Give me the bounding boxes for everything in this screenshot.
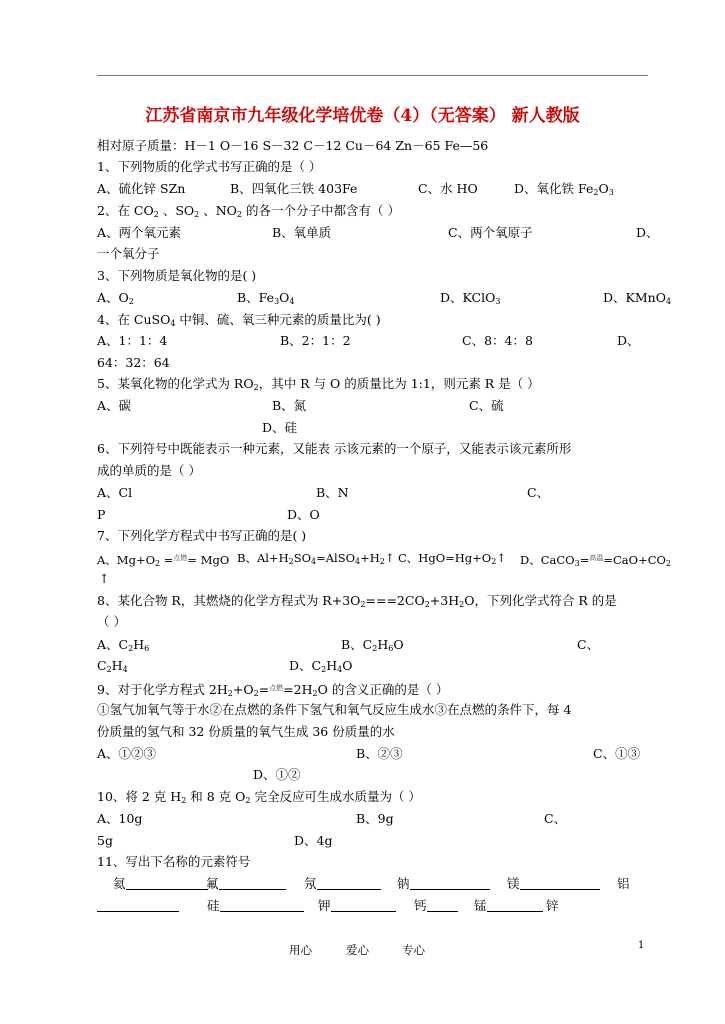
header-rule — [97, 75, 648, 76]
q3-stem: 3、下列物质是氧化物的是( ) — [97, 268, 257, 283]
q7-option-d-arrow: ↑ — [99, 571, 110, 586]
q8-option-a: A、$C_2H_6$ — [97, 637, 150, 653]
q5-option-c: C、硫 — [469, 398, 504, 413]
q11-element-9: 钙 — [414, 898, 458, 914]
q7-stem: 7、下列化学方程式中书写正确的是( ) — [97, 528, 307, 543]
answer-blank[interactable] — [520, 876, 600, 890]
q2-stem: 2、在 $CO_2$ 、$SO_2$ 、$NO_2$ 的各一个分子中都含有（ ） — [97, 203, 400, 219]
q5-option-a: A、碳 — [97, 398, 132, 413]
q10-option-d: D、4g — [294, 833, 333, 848]
q2-option-c: C、两个氧原子 — [448, 225, 533, 240]
q6-stem-line1: 6、下列符号中既能表示一种元素，又能表 示该元素的一个原子，又能表示该元素所形 — [97, 441, 572, 456]
q8-option-b: B、$C_2H_6O$ — [341, 637, 404, 653]
answer-blank[interactable] — [97, 898, 179, 912]
q7-option-c: C、$HgO=Hg+O_2↑$ — [398, 551, 506, 566]
footer-text-3: 专心 — [402, 943, 425, 957]
q8-stem: 8、某化合物 R，其燃烧的化学方程式为 $R+3O_2===2CO_2+3H_2O$，下列化学式符合 R 的是 — [97, 593, 617, 609]
q10-option-b: B、9g — [356, 811, 394, 826]
atomic-masses: 相对原子质量：H－1 O－16 S－32 C－12 Cu－64 Zn－65 Fe—56 — [97, 138, 489, 153]
q4-option-d-text: 64：32：64 — [97, 355, 170, 370]
q1-option-b: B、四氧化三铁 403Fe — [230, 181, 358, 196]
q3-option-b: B、$Fe_3O_4$ — [237, 290, 295, 306]
answer-blank[interactable] — [220, 898, 304, 912]
q7-option-d: D、$CaCO_3=^{高温}=CaO+CO_2$ — [520, 553, 672, 568]
q6-option-b: B、N — [316, 485, 349, 500]
q11-element-6: 铝 — [617, 876, 630, 891]
q10-option-c: C、 — [544, 811, 567, 826]
answer-blank[interactable] — [219, 876, 286, 890]
q11-element-5: 镁 — [507, 876, 600, 892]
q2-option-b: B、氧单质 — [272, 225, 332, 240]
answer-blank[interactable] — [317, 876, 381, 890]
q4-option-a: A、1：1：4 — [97, 333, 168, 348]
q7-option-a: A、$Mg+O_2 =^{点燃}=$ MgO — [97, 553, 230, 568]
q1-stem: 1、下列物质的化学式书写正确的是（ ） — [97, 159, 322, 174]
q3-option-a: A、$O_2$ — [97, 290, 134, 306]
q6-option-c: C、 — [527, 485, 550, 500]
q4-option-d: D、 — [617, 333, 640, 348]
q11-element-6-blank — [97, 898, 179, 914]
q8-option-d: D、$C_2H_4O$ — [289, 658, 353, 674]
answer-blank[interactable] — [427, 898, 458, 912]
footer-text-1: 用心 — [289, 943, 312, 957]
q9-statements-line1: ①氢气加氧气等于水②在点燃的条件下氢气和氧气反应生成水③在点燃的条件下，每 4 — [97, 702, 572, 717]
q11-element-7: 硅 — [207, 898, 304, 914]
q5-option-b: B、氮 — [272, 398, 307, 413]
q3-option-c: D、KClO$_3$ — [440, 290, 501, 306]
q8-option-c-formula: $C_2H_4$ — [97, 658, 128, 674]
q8-option-c: C、 — [577, 637, 600, 652]
q11-element-4: 钠 — [397, 876, 490, 892]
q9-option-b: B、②③ — [356, 746, 403, 761]
q9-statements-line2: 份质量的氢气和 32 份质量的氧气生成 36 份质量的水 — [97, 724, 395, 739]
q8-answer-paren: （ ） — [97, 614, 126, 629]
q9-option-a: A、①②③ — [97, 746, 157, 761]
q11-element-2: 氟 — [206, 876, 286, 892]
q6-option-d: D、O — [287, 507, 320, 522]
q10-option-a: A、10g — [97, 811, 143, 826]
page-number: 1 — [638, 940, 645, 951]
answer-blank[interactable] — [126, 876, 208, 890]
footer-text-2: 爱心 — [346, 943, 369, 957]
q5-option-d: D、硅 — [262, 420, 298, 435]
q9-option-c: C、①③ — [593, 746, 641, 761]
q1-option-d: D、氧化铁 $Fe_2O_3$ — [514, 181, 614, 197]
q5-stem: 5、某氧化物的化学式为 $RO_2$，其中 R 与 O 的质量比为 1:1，则元素 R 是（ ） — [97, 376, 540, 392]
q1-option-a: A、硫化锌 SZn — [97, 181, 186, 196]
answer-blank[interactable] — [410, 876, 490, 890]
q11-element-3: 氖 — [304, 876, 381, 892]
q4-option-c: C、8：4：8 — [462, 333, 533, 348]
q2-option-d-text: 一个氧分子 — [97, 246, 160, 261]
q6-option-c-text: P — [97, 507, 106, 522]
q11-element-10: 锰 — [474, 898, 543, 914]
q6-option-a: A、Cl — [97, 485, 133, 500]
q4-option-b: B、2：1：2 — [280, 333, 351, 348]
answer-blank[interactable] — [331, 898, 396, 912]
q2-option-d: D、 — [636, 225, 659, 240]
q11-element-1: 氦 — [113, 876, 208, 892]
document-title: 江苏省南京市九年级化学培优卷（4）（无答案） 新人教版 — [145, 106, 580, 126]
q9-option-d: D、①② — [253, 767, 301, 782]
answer-blank[interactable] — [487, 898, 543, 912]
q3-option-d: D、KMnO$_4$ — [603, 290, 672, 306]
q11-element-11: 锌 — [546, 898, 559, 913]
q10-option-c-text: 5g — [97, 833, 113, 848]
q10-stem: 10、将 2 克 $H_2$ 和 8 克 $O_2$ 完全反应可生成水质量为（ ） — [97, 789, 421, 805]
q2-option-a: A、两个氧元素 — [97, 225, 182, 240]
q7-option-b: B、$Al+H_2SO_4=AlSO_4+H_2↑$ — [237, 551, 395, 566]
q11-stem: 11、写出下名称的元素符号 — [97, 854, 251, 869]
q1-option-c: C、水 HO — [418, 181, 478, 196]
q4-stem: 4、在 CuSO$_4$ 中铜、硫、氧三种元素的质量比为( ) — [97, 312, 381, 328]
q9-stem: 9、对于化学方程式 $2H_2+O_2=^{点燃}=2H_2O$ 的含义正确的是（ ） — [97, 682, 449, 698]
q11-element-8: 钾 — [318, 898, 396, 914]
q6-stem-line2: 成的单质的是（ ） — [97, 463, 201, 478]
